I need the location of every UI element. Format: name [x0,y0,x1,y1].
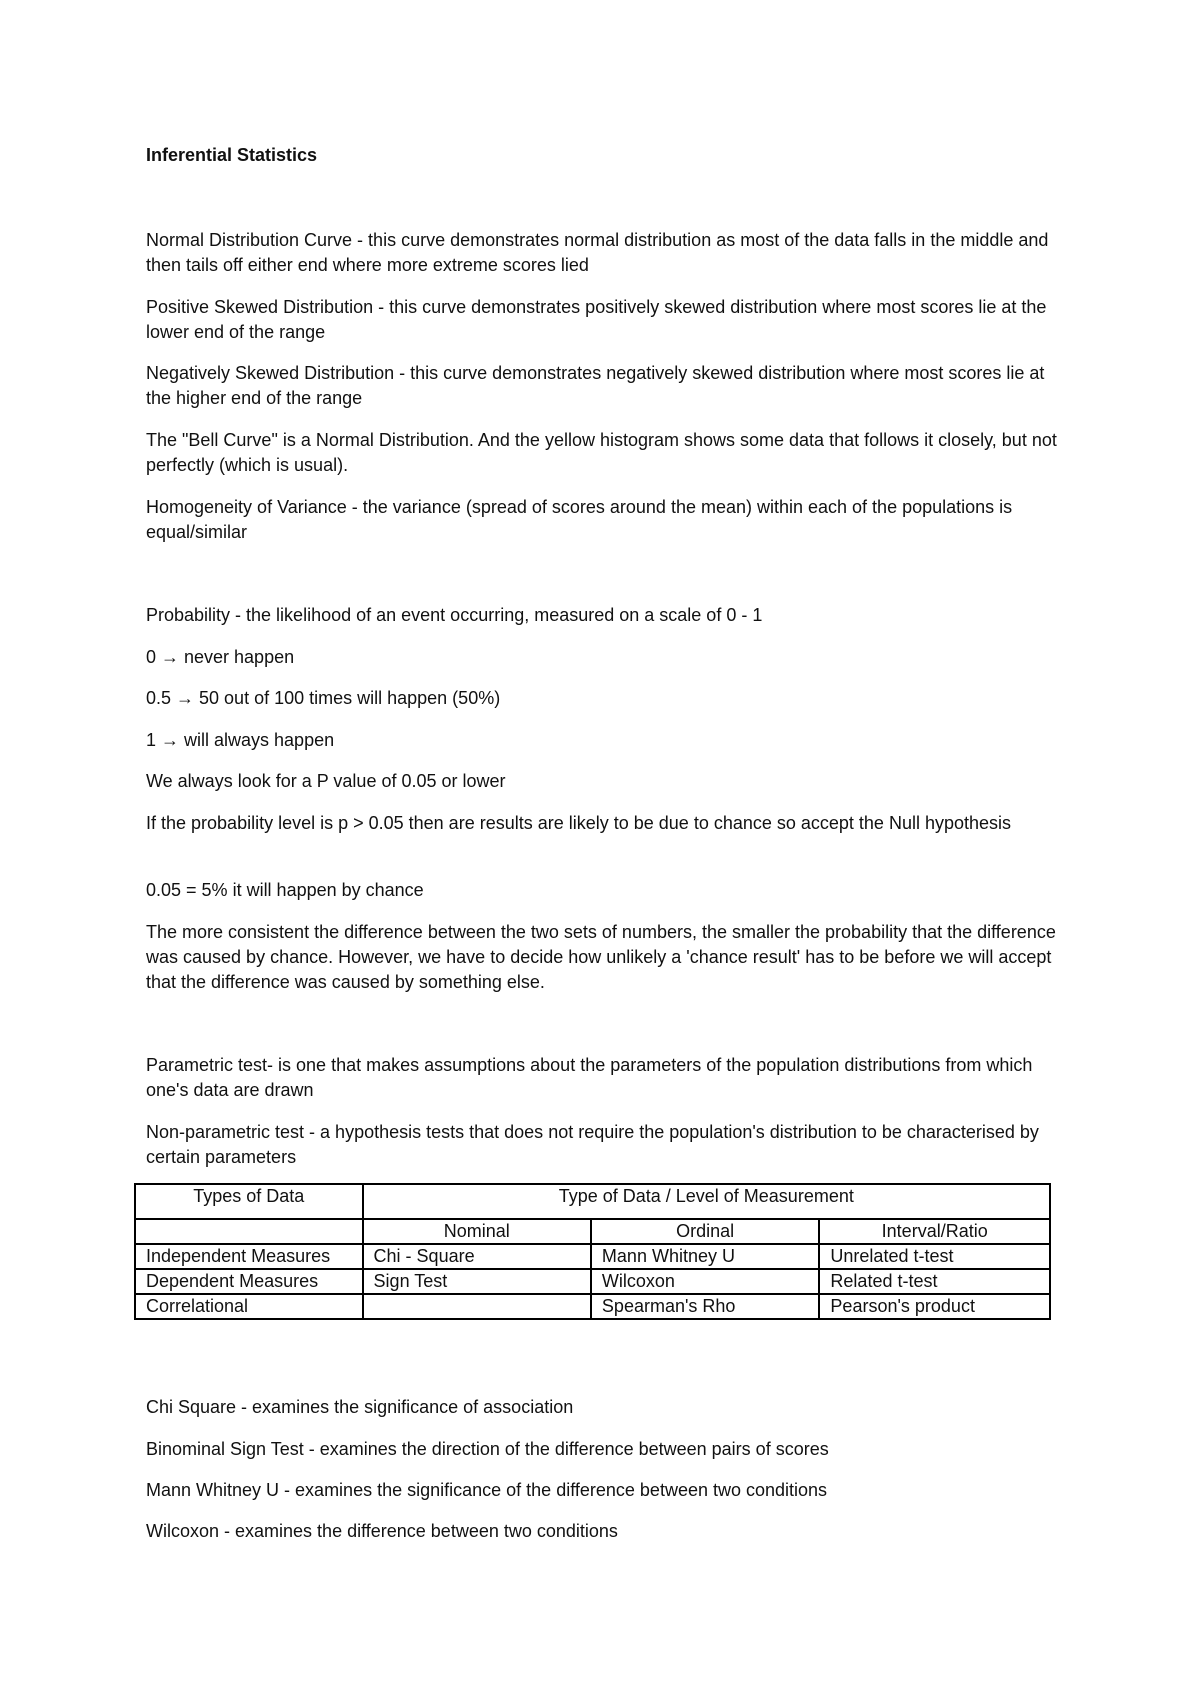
paragraph-p-value: We always look for a P value of 0.05 or lower [146,771,506,791]
table-row-label: Independent Measures [135,1244,363,1269]
paragraph-negative-skew: Negatively Skewed Distribution - this curve demonstrates negatively skewed distribution where most scores lie at the higher end of the range [146,363,1045,408]
paragraph-prob-zero: 0 → never happen [146,647,295,667]
measurement-table [134,1183,1051,1320]
table-row [135,1269,1050,1294]
table-row [135,1244,1050,1269]
paragraph-consistent-difference: The more consistent the difference between the two sets of numbers, the smaller the probability that the difference was caused by chance. However, we have to decide how unlikely a 'chance result' has to be before we will accept that the difference was caused by something else. [146,922,1056,992]
table-row-label: Dependent Measures [135,1269,363,1294]
table-cell: Mann Whitney U [591,1244,820,1269]
table-cell: Chi - Square [363,1244,591,1269]
document-title: Inferential Statistics [146,145,318,165]
paragraph-bell-curve: The "Bell Curve" is a Normal Distribution. And the yellow histogram shows some data that follows it closely, but not perfectly (which is usual). [146,430,1057,475]
table-cell: Sign Test [363,1269,591,1294]
table-cell: Pearson's product [819,1294,1050,1319]
table-corner-header: Types of Data [135,1184,363,1219]
table-cell: Spearman's Rho [591,1294,820,1319]
paragraph-null-hypothesis: If the probability level is p > 0.05 then are results are likely to be due to chance so accept the Null hypothesis [146,813,1012,833]
paragraph-positive-skew: Positive Skewed Distribution - this curve demonstrates positively skewed distribution where most scores lie at the lower end of the range [146,297,1047,342]
table-header-row [135,1184,1050,1219]
table-row [135,1294,1050,1319]
table-cell-empty [135,1219,363,1244]
paragraph-parametric: Parametric test- is one that makes assumptions about the parameters of the population distributions from which one's data are drawn [146,1055,1033,1100]
paragraph-wilcoxon: Wilcoxon - examines the difference between two conditions [146,1521,618,1541]
table-subheader-row [135,1219,1050,1244]
table-row-label: Correlational [135,1294,363,1319]
table-col-header: Nominal [363,1219,591,1244]
table-col-header: Interval/Ratio [819,1219,1050,1244]
paragraph-sign-test: Binominal Sign Test - examines the direction of the difference between pairs of scores [146,1439,829,1459]
paragraph-non-parametric: Non-parametric test - a hypothesis tests that does not require the population's distribution to be characterised by certain parameters [146,1122,1039,1167]
table-cell: Wilcoxon [591,1269,820,1294]
paragraph-normal-distribution: Normal Distribution Curve - this curve demonstrates normal distribution as most of the data falls in the middle and then tails off either end where more extreme scores lied [146,230,1049,275]
table-group-header: Type of Data / Level of Measurement [363,1184,1050,1219]
table-col-header: Ordinal [591,1219,820,1244]
paragraph-prob-half: 0.5 → 50 out of 100 times will happen (50%) [146,688,501,708]
table-cell [363,1294,591,1319]
paragraph-five-percent: 0.05 = 5% it will happen by chance [146,880,424,900]
paragraph-homogeneity: Homogeneity of Variance - the variance (spread of scores around the mean) within each of the populations is equal/similar [146,497,1013,542]
paragraph-prob-one: 1 → will always happen [146,730,335,750]
table-cell: Unrelated t-test [819,1244,1050,1269]
paragraph-probability: Probability - the likelihood of an event occurring, measured on a scale of 0 - 1 [146,605,763,625]
paragraph-mann-whitney: Mann Whitney U - examines the significance of the difference between two conditions [146,1480,828,1500]
paragraph-chi-square: Chi Square - examines the significance of association [146,1397,574,1417]
table-cell: Related t-test [819,1269,1050,1294]
